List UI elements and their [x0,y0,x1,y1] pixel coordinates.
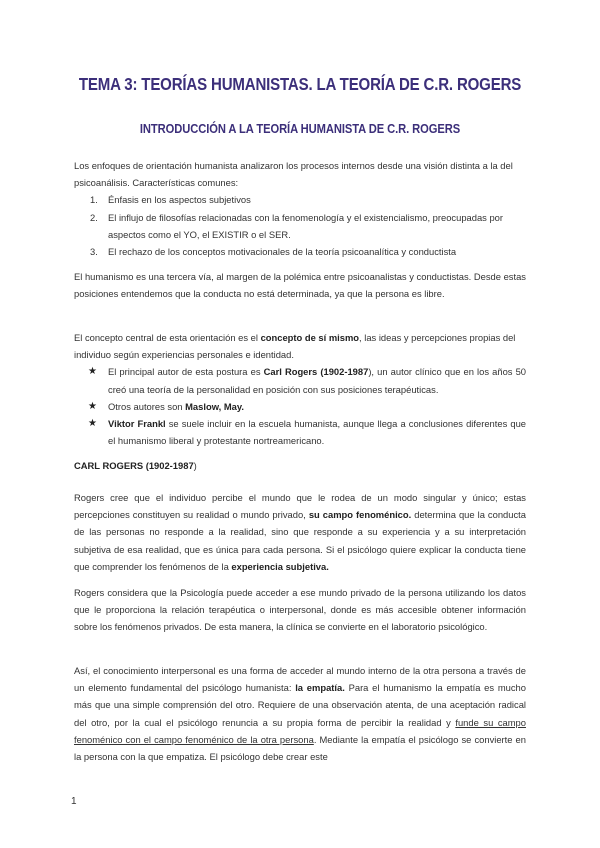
paragraph-text: Rogers considera que la Psicología puede acceder a ese mundo privado de la persona utilizando los datos que le proporciona la relación terapéutica o interpersonal, donde es más accesible obtener información sobre los fenómenos privados. De esta manera, la clínica se convierte en el laboratorio psicológico. [74,587,526,633]
list-item-text: El rechazo de los conceptos motivacionales de la teoría psicoanalítica y conductista [108,246,457,258]
page-number: 1 [71,796,77,807]
text-run: Otros autores son [108,400,186,412]
section-subtitle: INTRODUCCIÓN A LA TEORÍA HUMANISTA DE C.R. ROGERS [139,121,461,136]
page-title: TEMA 3: TEORÍAS HUMANISTAS. LA TEORÍA DE C.R. ROGERS [78,74,522,94]
section-heading [74,457,526,474]
list-number: 3. [90,246,98,258]
text-run: . Mediante la empatía el psicólogo se convierte en la persona con la que empatiza. El psicólogo debe crear este [74,733,526,763]
text-run: El concepto central de esta orientación es el [74,332,261,343]
empathy-paragraph [74,662,526,765]
intro-paragraph: Los enfoques de orientación humanista analizaron los procesos internos desde una visión distinta a la del psicoanálisis. Características comunes: [74,160,513,189]
text-run: Rogers cree que el individuo percibe el mundo que le rodea de un modo singular y único; estas percepciones constituyen su realidad o mundo privado, [74,492,526,521]
list-item [74,363,526,397]
bold-text: su campo fenoménico. [308,509,412,521]
bold-text: Maslow, May. [185,400,244,412]
text-run: Para el humanismo la empatía es mucho más que una simple comprensión del otro. Requiere de una observación atenta, de una aceptación radical del otro, por la cual el psicólogo renuncia a su propia forma de percibir la realidad y [74,682,526,728]
text-run: Así, el conocimiento interpersonal es una forma de acceder al mundo interno de la otra persona a través de un elemento fundamental del psicólogo humanista: [74,665,526,694]
bold-text: Viktor Frankl [108,418,166,430]
bold-text: la empatía. [295,682,345,694]
paragraph-text: El humanismo es una tercera vía, al margen de la polémica entre psicoanalistas y conductistas. Desde estas posiciones entendemos que la conducta no está determinada, ya que la persona es libre. [74,271,526,300]
star-bullet-icon: ★ [88,418,97,430]
text-run: ), un autor clínico que en los años 50 creó una teoría de la personalidad en posición con sus posiciones terapéuticas. [108,366,526,395]
text-run: ) [193,460,197,471]
concept-block [74,329,526,449]
star-bullet-icon: ★ [88,366,97,378]
list-item [74,209,526,243]
rogers-paragraph [74,489,526,575]
text-run: se suele incluir en la escuela humanista, aunque llega a conclusiones diferentes que el humanismo liberal y protestante nortreamericano. [108,418,527,447]
underlined-text: funde su campo fenoménico con el campo fenoménico de la otra persona [74,716,526,745]
intro-block [74,157,526,260]
list-item-text: El influjo de filosofías relacionadas con la fenomenología y el existencialismo, preocupadas por aspectos como el YO, el EXISTIR o el SER. [108,211,504,240]
list-number: 1. [90,194,98,206]
bold-text: Carl Rogers (1902-1987 [263,366,369,378]
list-item [74,398,526,415]
list-item [74,415,526,449]
bold-text: CARL ROGERS (1902-1987 [74,460,194,471]
list-number: 2. [90,211,98,223]
star-bullet-icon: ★ [88,400,97,412]
text-run: determina que la conducta de las personas no responde a la realidad, sino que responde a su experiencia y a su interpretación subjetiva de esa realidad, que es única para cada persona. Si el psicólogo quiere explicar la conducta tiene que comprender los fenómenos de la [74,509,526,572]
list-item [74,243,526,260]
text-run: , las ideas y percepciones propias del individuo según experiencias personales e identidad. [74,332,516,361]
bold-text: concepto de sí mismo [260,332,360,343]
psychology-paragraph [74,584,526,636]
text-run: El principal autor de esta postura es [108,366,264,378]
concept-paragraph [74,329,526,363]
list-item-text: Énfasis en los aspectos subjetivos [108,194,251,206]
authors-list [74,363,526,449]
characteristics-list [74,191,526,260]
list-item [74,191,526,208]
humanism-paragraph [74,268,526,302]
bold-text: experiencia subjetiva. [231,560,329,572]
